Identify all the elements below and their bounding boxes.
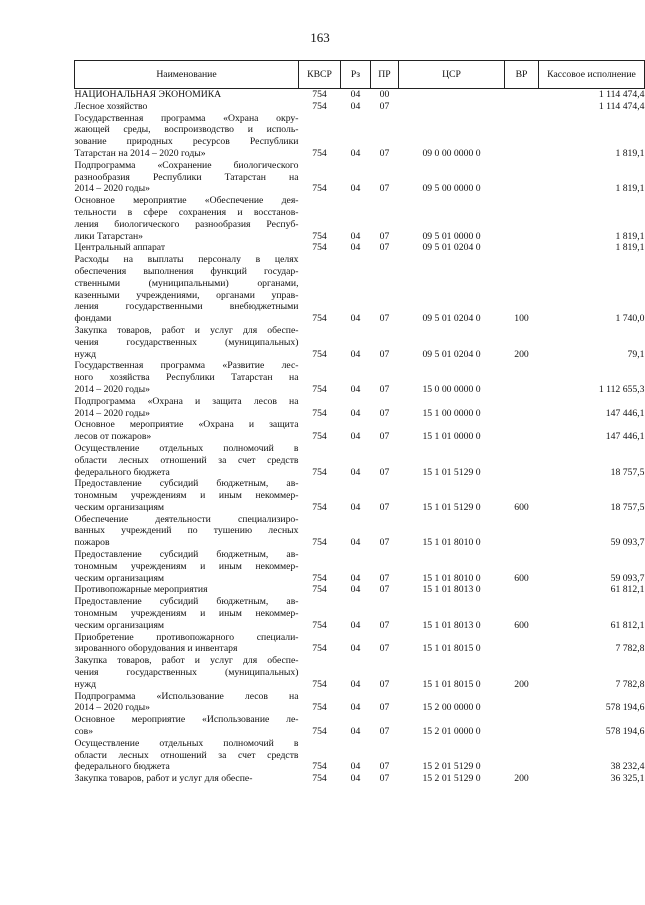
row-pr: 07 (379, 678, 390, 690)
table-row (75, 655, 645, 690)
row-name-line: федерального бюджета (74, 761, 170, 773)
row-kvsr: 754 (312, 584, 327, 596)
row-rz: 04 (350, 773, 361, 785)
row-name-line: зование природных ресурсов Республики (74, 136, 299, 148)
row-vr (505, 89, 539, 101)
header-cash-execution: Кассовое исполнение (539, 61, 645, 89)
row-vr: 600 (514, 619, 529, 631)
row-name-line: Закупка товаров, работ и услуг для обеспе- (74, 655, 299, 667)
row-csr: 09 5 01 0204 0 (422, 242, 481, 254)
row-csr: 15 1 01 8010 0 (422, 572, 481, 584)
row-rz: 04 (350, 230, 361, 242)
row-name (75, 632, 299, 656)
row-name (75, 773, 299, 785)
row-rz: 04 (350, 407, 361, 419)
row-pr: 07 (379, 537, 390, 549)
table-header (75, 61, 645, 89)
row-name-line: Государственная программа «Развитие лес- (74, 360, 299, 372)
row-vr (505, 584, 539, 596)
row-name-line: Государственная программа «Охрана окру- (74, 112, 299, 124)
row-cash-execution: 578 194,6 (605, 726, 645, 738)
row-vr (505, 360, 539, 395)
row-rz: 04 (350, 678, 361, 690)
row-name (75, 396, 299, 420)
row-name-line: Основное мероприятие «Использование ле- (74, 714, 299, 726)
row-vr (505, 443, 539, 478)
row-name (75, 113, 299, 160)
row-vr: 200 (514, 678, 529, 690)
row-pr: 07 (379, 466, 390, 478)
row-name (75, 101, 299, 113)
row-name-line: лесов от пожаров» (74, 431, 152, 443)
row-cash-execution: 1 740,0 (615, 313, 645, 325)
row-rz: 04 (350, 183, 361, 195)
row-name (75, 325, 299, 360)
row-name-line: Закупка товаров, работ и услуг для обеспе- (74, 324, 299, 336)
row-vr: 200 (514, 348, 529, 360)
header-name: Наименование (75, 61, 299, 89)
row-name-line: 2014 – 2020 годы» (74, 407, 150, 419)
table-row (75, 691, 645, 715)
row-vr (505, 419, 539, 443)
row-csr: 09 5 01 0000 0 (422, 230, 481, 242)
row-kvsr: 754 (312, 242, 327, 254)
row-csr: 15 1 01 0000 0 (422, 431, 481, 443)
row-cash-execution: 1 819,1 (615, 230, 645, 242)
row-kvsr: 754 (312, 230, 327, 242)
row-rz: 04 (350, 643, 361, 655)
row-cash-execution: 147 446,1 (605, 431, 645, 443)
row-cash-execution: 61 812,1 (610, 584, 645, 596)
row-kvsr: 754 (312, 678, 327, 690)
row-name-line: Приобретение противопожарного специали- (74, 631, 299, 643)
row-name (75, 549, 299, 584)
row-cash-execution: 1 819,1 (615, 183, 645, 195)
row-cash-execution: 1 112 655,3 (598, 383, 645, 395)
row-rz: 04 (350, 537, 361, 549)
row-cash-execution: 7 782,8 (615, 643, 645, 655)
row-cash-execution: 36 325,1 (610, 773, 645, 785)
row-csr (399, 89, 505, 101)
row-name-line: обеспечения выполнения функций государ- (74, 265, 299, 277)
row-name-line: лики Татарстан» (74, 230, 144, 242)
row-vr (505, 691, 539, 715)
row-name-line: чения государственных (муниципальных) (74, 667, 299, 679)
row-name-line: тономным учреждениям и иным некоммер- (74, 490, 299, 502)
row-cash-execution: 1 819,1 (615, 242, 645, 254)
row-kvsr: 754 (312, 147, 327, 159)
row-csr: 15 1 01 8015 0 (422, 678, 481, 690)
row-cash-execution: 79,1 (627, 348, 645, 360)
row-rz: 04 (350, 726, 361, 738)
row-name (75, 584, 299, 596)
row-name-line: Подпрограмма «Использование лесов на (74, 690, 299, 702)
row-cash-execution: 1 819,1 (615, 147, 645, 159)
row-name (75, 478, 299, 513)
row-pr: 07 (379, 773, 390, 785)
row-pr: 07 (379, 619, 390, 631)
table-row (75, 714, 645, 738)
row-rz: 04 (350, 242, 361, 254)
row-csr: 09 5 01 0204 0 (422, 348, 481, 360)
row-name-line: ления биологического разнообразия Респуб- (74, 218, 299, 230)
row-pr: 07 (379, 407, 390, 419)
row-name-line: Предоставление субсидий бюджетным, ав- (74, 478, 299, 490)
row-csr: 15 2 01 5129 0 (422, 761, 481, 773)
row-csr: 15 2 01 5129 0 (422, 773, 481, 785)
row-csr: 15 1 01 8015 0 (422, 643, 481, 655)
row-name-line: Расходы на выплаты персоналу в целях (74, 254, 299, 266)
table-row (75, 549, 645, 584)
row-name-line: ванных учреждений по тушению лесных (74, 525, 299, 537)
table-row (75, 596, 645, 631)
row-name-line: ного хозяйства Республики Татарстан на (74, 372, 299, 384)
row-kvsr: 754 (312, 348, 327, 360)
row-name (75, 242, 299, 254)
table-row (75, 242, 645, 254)
table-row (75, 254, 645, 325)
row-name (75, 514, 299, 549)
row-name-line: Татарстан на 2014 – 2020 годы» (74, 147, 206, 159)
row-name (75, 360, 299, 395)
row-cash-execution: 38 232,4 (610, 761, 645, 773)
row-csr: 15 1 01 5129 0 (422, 501, 481, 513)
row-rz: 04 (350, 100, 361, 112)
header-rz: Рз (341, 61, 371, 89)
row-cash-execution: 1 114 474,4 (598, 89, 645, 100)
row-name-line: нужд (74, 348, 97, 360)
row-rz: 04 (350, 702, 361, 714)
row-vr (505, 632, 539, 656)
row-pr: 07 (379, 383, 390, 395)
row-csr: 15 2 01 0000 0 (422, 726, 481, 738)
row-name-line: пожаров (74, 537, 110, 549)
row-cash-execution: 59 093,7 (610, 537, 645, 549)
row-cash-execution: 578 194,6 (605, 702, 645, 714)
row-rz: 04 (350, 466, 361, 478)
row-name-line: 2014 – 2020 годы» (74, 183, 150, 195)
row-name (75, 714, 299, 738)
row-pr: 07 (379, 147, 390, 159)
row-name-line: области лесных отношений за счет средств (74, 749, 299, 761)
header-pr: ПР (371, 61, 399, 89)
page-number: 163 (310, 30, 330, 45)
row-pr: 07 (379, 348, 390, 360)
row-csr: 09 0 00 0000 0 (422, 147, 481, 159)
row-name (75, 738, 299, 773)
row-csr: 09 5 00 0000 0 (422, 183, 481, 195)
row-name (75, 596, 299, 631)
row-kvsr: 754 (312, 431, 327, 443)
row-cash-execution: 59 093,7 (610, 572, 645, 584)
row-kvsr: 754 (312, 407, 327, 419)
row-name-line: казенными учреждениями, органами управ- (74, 289, 299, 301)
row-name-line: НАЦИОНАЛЬНАЯ ЭКОНОМИКА (74, 89, 222, 100)
row-name-line: Подпрограмма «Охрана и защита лесов на (74, 395, 299, 407)
row-kvsr: 754 (312, 183, 327, 195)
row-rz: 04 (350, 89, 361, 100)
row-name-line: Предоставление субсидий бюджетным, ав- (74, 596, 299, 608)
row-name-line: чения государственных (муниципальных) (74, 336, 299, 348)
row-name-line: Обеспечение деятельности специализиро- (74, 513, 299, 525)
row-name-line: Лесное хозяйство (74, 100, 148, 112)
row-pr: 07 (379, 726, 390, 738)
row-name-line: области лесных отношений за счет средств (74, 454, 299, 466)
row-name (75, 254, 299, 325)
row-kvsr: 754 (312, 773, 327, 785)
row-cash-execution: 61 812,1 (610, 619, 645, 631)
table-row (75, 443, 645, 478)
row-pr: 07 (379, 431, 390, 443)
row-name (75, 89, 299, 101)
row-kvsr: 754 (312, 572, 327, 584)
row-name-line: разнообразия Республики Татарстан на (74, 171, 299, 183)
budget-table (74, 60, 645, 785)
row-cash-execution: 147 446,1 (605, 407, 645, 419)
row-vr (505, 113, 539, 160)
row-kvsr: 754 (312, 383, 327, 395)
table-body (75, 89, 645, 786)
row-kvsr: 754 (312, 726, 327, 738)
row-name-line: тономным учреждениям и иным некоммер- (74, 560, 299, 572)
table-row (75, 101, 645, 113)
row-kvsr: 754 (312, 619, 327, 631)
row-name-line: сов» (74, 726, 94, 738)
table-row (75, 419, 645, 443)
row-name (75, 195, 299, 242)
row-name-line: Основное мероприятие «Охрана и защита (74, 419, 299, 431)
row-name-line: фондами (74, 313, 112, 325)
row-vr (505, 514, 539, 549)
row-name-line: ственными (муниципальными) органами, (74, 277, 299, 289)
row-pr: 07 (379, 572, 390, 584)
row-vr: 600 (514, 572, 529, 584)
row-name-line: Центральный аппарат (74, 242, 166, 254)
row-cash-execution: 18 757,5 (610, 466, 645, 478)
row-pr: 07 (379, 230, 390, 242)
row-csr: 09 5 01 0204 0 (422, 313, 481, 325)
row-name-line: 2014 – 2020 годы» (74, 383, 150, 395)
row-pr: 07 (379, 100, 390, 112)
table-row (75, 360, 645, 395)
table-row (75, 514, 645, 549)
row-csr: 15 1 01 5129 0 (422, 466, 481, 478)
table-row (75, 773, 645, 785)
row-rz: 04 (350, 147, 361, 159)
row-vr: 200 (514, 773, 529, 785)
header-vr: ВР (505, 61, 539, 89)
row-csr: 15 2 00 0000 0 (422, 702, 481, 714)
row-vr: 100 (514, 313, 529, 325)
row-vr (505, 738, 539, 773)
row-kvsr: 754 (312, 313, 327, 325)
row-kvsr: 754 (312, 643, 327, 655)
table-row (75, 195, 645, 242)
row-kvsr: 754 (312, 537, 327, 549)
row-name-line: тономным учреждениям и иным некоммер- (74, 608, 299, 620)
table-row (75, 89, 645, 101)
row-rz: 04 (350, 348, 361, 360)
row-pr: 07 (379, 183, 390, 195)
row-csr: 15 1 01 8010 0 (422, 537, 481, 549)
row-name (75, 443, 299, 478)
row-pr: 07 (379, 501, 390, 513)
row-name-line: Осуществление отдельных полномочий в (74, 737, 299, 749)
row-cash-execution: 1 114 474,4 (598, 100, 645, 112)
row-name-line: жающей среды, воспроизводство и исполь- (74, 124, 299, 136)
row-pr: 07 (379, 242, 390, 254)
row-name-line: тельности в сфере сохранения и восстанов- (74, 206, 299, 218)
row-rz: 04 (350, 431, 361, 443)
row-cash-execution: 7 782,8 (615, 678, 645, 690)
row-csr: 15 0 00 0000 0 (422, 383, 481, 395)
table-row (75, 632, 645, 656)
row-name-line: Противопожарные мероприятия (74, 584, 208, 596)
row-pr: 07 (379, 702, 390, 714)
row-pr: 07 (379, 313, 390, 325)
row-kvsr: 754 (312, 89, 327, 100)
row-rz: 04 (350, 313, 361, 325)
row-vr: 600 (514, 501, 529, 513)
row-name-line: Подпрограмма «Сохранение биологического (74, 159, 299, 171)
row-pr: 07 (379, 761, 390, 773)
row-vr (505, 242, 539, 254)
row-vr (505, 714, 539, 738)
row-rz: 04 (350, 619, 361, 631)
row-kvsr: 754 (312, 466, 327, 478)
row-pr: 07 (379, 584, 390, 596)
row-kvsr: 754 (312, 702, 327, 714)
row-name-line: федерального бюджета (74, 466, 170, 478)
row-rz: 04 (350, 584, 361, 596)
row-pr: 07 (379, 643, 390, 655)
row-name-line: зированного оборудования и инвентаря (74, 643, 238, 655)
row-csr: 15 1 00 0000 0 (422, 407, 481, 419)
row-rz: 04 (350, 761, 361, 773)
row-name-line: Предоставление субсидий бюджетным, ав- (74, 549, 299, 561)
row-name-line: ческим организациям (74, 572, 165, 584)
header-kvsr: КВСР (299, 61, 341, 89)
row-vr (505, 195, 539, 242)
row-name (75, 160, 299, 195)
row-name-line: нужд (74, 678, 97, 690)
row-name (75, 419, 299, 443)
row-name-line: Закупка товаров, работ и услуг для обеспе- (74, 773, 253, 785)
row-name-line: ления государственными внебюджетными (74, 301, 299, 313)
row-kvsr: 754 (312, 100, 327, 112)
row-kvsr: 754 (312, 501, 327, 513)
row-csr: 15 1 01 8013 0 (422, 619, 481, 631)
row-name-line: ческим организациям (74, 619, 165, 631)
row-csr (399, 101, 505, 113)
table-row (75, 396, 645, 420)
row-name-line: 2014 – 2020 годы» (74, 702, 150, 714)
row-name-line: Основное мероприятие «Обеспечение дея- (74, 195, 299, 207)
row-kvsr: 754 (312, 761, 327, 773)
table-row (75, 160, 645, 195)
row-name (75, 691, 299, 715)
row-vr (505, 160, 539, 195)
row-rz: 04 (350, 383, 361, 395)
row-pr: 00 (379, 89, 390, 100)
table-row (75, 584, 645, 596)
table-row (75, 478, 645, 513)
table-row (75, 738, 645, 773)
row-name (75, 655, 299, 690)
row-vr (505, 396, 539, 420)
header-csr: ЦСР (399, 61, 505, 89)
row-csr: 15 1 01 8013 0 (422, 584, 481, 596)
row-name-line: Осуществление отдельных полномочий в (74, 442, 299, 454)
table-row (75, 325, 645, 360)
row-cash-execution: 18 757,5 (610, 501, 645, 513)
table-row (75, 113, 645, 160)
row-rz: 04 (350, 572, 361, 584)
row-name-line: ческим организациям (74, 501, 165, 513)
row-vr (505, 101, 539, 113)
row-rz: 04 (350, 501, 361, 513)
